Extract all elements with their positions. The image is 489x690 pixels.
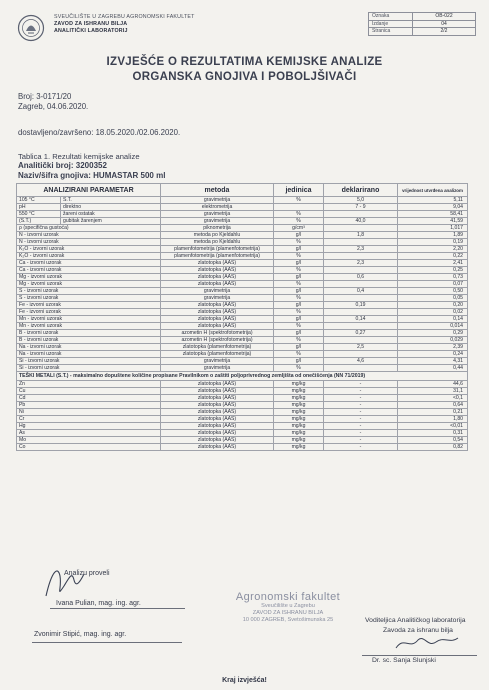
method-cell: zlatotopka (AAS)	[161, 409, 274, 416]
declared-cell: -	[324, 402, 398, 409]
signature-line	[50, 608, 185, 609]
measured-cell: 0,44	[398, 365, 468, 372]
table-row	[17, 323, 468, 330]
table-row	[17, 365, 468, 372]
table-row	[17, 388, 468, 395]
method-cell: gravimetrija	[161, 197, 274, 204]
method-cell: gravimetrija	[161, 365, 274, 372]
institution-name	[54, 14, 195, 35]
method-cell: zlatotopka (AAS)	[161, 388, 274, 395]
table-caption: Tablica 1. Rezultati kemijske analize	[18, 152, 140, 161]
unit-cell: mg/kg	[274, 402, 324, 409]
unit-cell: g/l	[274, 260, 324, 267]
method-cell: zlatotopka (AAS)	[161, 302, 274, 309]
method-cell: plamenfotometrija (plamenfotometrija)	[161, 253, 274, 260]
unit-cell: g/l	[274, 330, 324, 337]
declared-cell	[324, 295, 398, 302]
method-cell: zlatotopka (AAS)	[161, 416, 274, 423]
table-row	[17, 302, 468, 309]
unit-cell: %	[274, 267, 324, 274]
parameter-cell: (S.T.)	[17, 218, 61, 225]
declared-cell: -	[324, 430, 398, 437]
metal-cell: Co	[17, 444, 161, 451]
analyst-2: Zvonimir Stipić, mag. ing. agr.	[34, 631, 127, 638]
measured-cell: 1,80	[398, 416, 468, 423]
method-cell: zlatotopka (AAS)	[161, 323, 274, 330]
method-cell: azometin H (spektrofotometrija)	[161, 330, 274, 337]
declared-cell: 0,6	[324, 274, 398, 281]
unit-cell: %	[274, 281, 324, 288]
declared-cell	[324, 211, 398, 218]
unit-cell: g/l	[274, 274, 324, 281]
measured-cell: 0,014	[398, 323, 468, 330]
table-row	[17, 330, 468, 337]
measured-cell: 0,02	[398, 309, 468, 316]
table-row	[17, 351, 468, 358]
measured-cell: 0,20	[398, 302, 468, 309]
table-row	[17, 423, 468, 430]
measured-cell: 0,25	[398, 267, 468, 274]
report-date: Zagreb, 04.06.2020.	[18, 102, 89, 111]
unit-cell: mg/kg	[274, 437, 324, 444]
unit-cell: g/l	[274, 246, 324, 253]
measured-cell: 58,41	[398, 211, 468, 218]
stamp-title: Agronomski fakultet	[235, 591, 341, 603]
table-row	[17, 281, 468, 288]
unit-cell: %	[274, 197, 324, 204]
measured-cell: 0,029	[398, 337, 468, 344]
measured-cell: 0,21	[398, 409, 468, 416]
parameter-cell: Mg - izvorni uzorak	[17, 281, 161, 288]
declared-cell: 2,3	[324, 246, 398, 253]
measured-cell: 0,82	[398, 444, 468, 451]
table-row	[17, 295, 468, 302]
unit-cell: %	[274, 365, 324, 372]
table-row	[17, 267, 468, 274]
parameter-cell: Ca - izvorni uzorak	[17, 267, 161, 274]
measured-cell: 1,89	[398, 232, 468, 239]
parameter-cell: Si - izvorni uzorak	[17, 358, 161, 365]
table-row	[17, 239, 468, 246]
unit-cell: %	[274, 239, 324, 246]
parameter-cell: S - izvorni uzorak	[17, 288, 161, 295]
table-row	[17, 218, 468, 225]
col-unit: jedinica	[274, 184, 324, 197]
head-title-2: Zavoda za ishranu bilja	[383, 627, 453, 634]
method-cell: metoda po Kjeldahlu	[161, 232, 274, 239]
method-cell: zlatotopka (AAS)	[161, 309, 274, 316]
parameter-detail-cell: direktno	[61, 204, 161, 211]
parameter-cell: Na - izvorni uzorak	[17, 351, 161, 358]
table-row	[17, 395, 468, 402]
meta-value: 2/2	[413, 28, 476, 36]
method-cell: gravimetrija	[161, 295, 274, 302]
measured-cell: 0,73	[398, 274, 468, 281]
analytical-number-wrap	[18, 161, 107, 170]
declared-cell: 0,27	[324, 330, 398, 337]
measured-cell: 5,11	[398, 197, 468, 204]
meta-label: Oznaka	[369, 13, 413, 21]
unit-cell: %	[274, 211, 324, 218]
table-row	[17, 358, 468, 365]
declared-cell: -	[324, 444, 398, 451]
unit-cell: mg/kg	[274, 409, 324, 416]
method-cell: zlatotopka (AAS)	[161, 395, 274, 402]
metal-cell: Pb	[17, 402, 161, 409]
declared-cell: 5,0	[324, 197, 398, 204]
report-number: Broj: 3-0171/20	[18, 92, 72, 101]
analytical-number: Analitički broj: 3200352	[18, 161, 107, 170]
declared-cell: -	[324, 409, 398, 416]
method-cell: gravimetrija	[161, 288, 274, 295]
measured-cell: 0,50	[398, 288, 468, 295]
unit-cell: mg/kg	[274, 416, 324, 423]
measured-cell: 0,64	[398, 402, 468, 409]
unit-cell: g/l	[274, 232, 324, 239]
unit-cell: %	[274, 218, 324, 225]
metal-cell: Cr	[17, 416, 161, 423]
parameter-cell: Mg - izvorni uzorak	[17, 274, 161, 281]
product-name: Naziv/šifra gnojiva: HUMASTAR 500 ml	[18, 171, 166, 180]
method-cell: zlatotopka (plamenfotometrija)	[161, 344, 274, 351]
declared-cell	[324, 309, 398, 316]
institution-line-2: ZAVOD ZA ISHRANU BILJA	[54, 21, 128, 27]
meta-value: 04	[413, 20, 476, 28]
measured-cell: 2,39	[398, 344, 468, 351]
metals-header: TEŠKI METALI (S.T.) - maksimalno dopuštene količine propisane Pravilnikom o zaštiti poljoprivrednog zemljišta od onečišćenja (NN 71/2019)	[17, 372, 468, 381]
method-cell: metoda po Kjeldahlu	[161, 239, 274, 246]
metals-section	[17, 372, 468, 381]
col-declared: deklarirano	[324, 184, 398, 197]
unit-cell: mg/kg	[274, 395, 324, 402]
table-row	[17, 416, 468, 423]
meta-value: OB-022	[413, 13, 476, 21]
declared-cell	[324, 225, 398, 232]
method-cell: zlatotopka (AAS)	[161, 267, 274, 274]
analysis-label: Analizu proveli	[64, 570, 110, 577]
measured-cell: 4,31	[398, 358, 468, 365]
method-cell: gravimetrija	[161, 358, 274, 365]
measured-cell: 0,54	[398, 437, 468, 444]
measured-cell: 1,017	[398, 225, 468, 232]
parameter-cell: Mn - izvorni uzorak	[17, 323, 161, 330]
method-cell: gravimetrija	[161, 211, 274, 218]
method-cell: zlatotopka (AAS)	[161, 402, 274, 409]
method-cell: plamenfotometrija (plamenfotometrija)	[161, 246, 274, 253]
report-end: Kraj izvješća!	[222, 677, 267, 684]
table-row	[17, 344, 468, 351]
unit-cell: mg/kg	[274, 423, 324, 430]
table-row	[17, 232, 468, 239]
method-cell: piknometrija	[161, 225, 274, 232]
unit-cell: g/l	[274, 344, 324, 351]
signature-line	[362, 655, 477, 656]
product-name-wrap	[18, 171, 165, 180]
method-cell: zlatotopka (AAS)	[161, 444, 274, 451]
signature-line	[32, 642, 182, 643]
table-row	[17, 211, 468, 218]
measured-cell: 0,14	[398, 316, 468, 323]
delivery-dates: dostavljeno/završeno: 18.05.2020./02.06.2020.	[18, 128, 181, 137]
analyst-1: Ivana Pulian, mag. ing. agr.	[56, 600, 141, 607]
measured-cell: <0,1	[398, 395, 468, 402]
metal-cell: Cu	[17, 388, 161, 395]
table-row	[17, 437, 468, 444]
method-cell: zlatotopka (AAS)	[161, 281, 274, 288]
parameter-cell: Mn - izvorni uzorak	[17, 316, 161, 323]
declared-cell: 1,8	[324, 232, 398, 239]
measured-cell: 31,1	[398, 388, 468, 395]
meta-row	[369, 13, 476, 21]
declared-cell: -	[324, 416, 398, 423]
unit-cell: %	[274, 337, 324, 344]
head-signature-mark	[392, 632, 462, 654]
table-row	[17, 260, 468, 267]
table-row	[17, 288, 468, 295]
metal-cell: Zn	[17, 381, 161, 388]
col-method: metoda	[161, 184, 274, 197]
parameter-cell: Si - izvorni uzorak	[17, 365, 161, 372]
stamp-line-2: ZAVOD ZA ISHRANU BILJA	[252, 610, 324, 616]
declared-cell	[324, 267, 398, 274]
table-row	[17, 409, 468, 416]
table-row	[17, 225, 468, 232]
method-cell: zlatotopka (AAS)	[161, 260, 274, 267]
unit-cell	[274, 204, 324, 211]
measured-cell: 0,24	[398, 351, 468, 358]
parameter-cell: B - izvorni uzorak	[17, 330, 161, 337]
method-cell: azometin H (spektrofotometrija)	[161, 337, 274, 344]
method-cell: zlatotopka (AAS)	[161, 316, 274, 323]
measured-cell: 0,22	[398, 253, 468, 260]
measured-cell: <0,01	[398, 423, 468, 430]
col-parameter: ANALIZIRANI PARAMETAR	[17, 184, 161, 197]
meta-row	[369, 28, 476, 36]
unit-cell: mg/kg	[274, 388, 324, 395]
measured-cell: 0,29	[398, 330, 468, 337]
unit-cell: g/cm³	[274, 225, 324, 232]
declared-cell	[324, 351, 398, 358]
parameter-cell: Ca - izvorni uzorak	[17, 260, 161, 267]
parameter-cell: K₂O - izvorni uzorak	[17, 253, 161, 260]
declared-cell	[324, 337, 398, 344]
parameter-detail-cell: S.T.	[61, 197, 161, 204]
metal-cell: As	[17, 430, 161, 437]
university-logo-icon	[17, 14, 45, 42]
metal-cell: Mo	[17, 437, 161, 444]
metal-cell: Hg	[17, 423, 161, 430]
declared-cell	[324, 323, 398, 330]
report-subtitle: ORGANSKA GNOJIVA I POBOLJŠIVAČI	[132, 71, 357, 83]
unit-cell: %	[274, 253, 324, 260]
unit-cell: %	[274, 295, 324, 302]
table-row	[17, 246, 468, 253]
meta-label: Izdanje	[369, 20, 413, 28]
declared-cell: 0,4	[324, 288, 398, 295]
parameter-cell: N - izvorni uzorak	[17, 232, 161, 239]
head-name: Dr. sc. Sanja Slunjski	[372, 657, 436, 664]
unit-cell: g/l	[274, 358, 324, 365]
table-row	[17, 274, 468, 281]
declared-cell: 4,6	[324, 358, 398, 365]
results-body	[17, 197, 468, 372]
declared-cell: 0,19	[324, 302, 398, 309]
measured-cell: 0,07	[398, 281, 468, 288]
measured-cell: 0,31	[398, 430, 468, 437]
table-row	[17, 337, 468, 344]
analyst-signature-mark	[38, 562, 88, 604]
results-table	[16, 183, 468, 451]
unit-cell: mg/kg	[274, 430, 324, 437]
institution-line-3: ANALITIČKI LABORATORIJ	[54, 28, 128, 34]
parameter-cell: ρ (specifična gustoća)	[17, 225, 161, 232]
declared-cell	[324, 253, 398, 260]
method-cell: zlatotopka (AAS)	[161, 381, 274, 388]
parameter-cell: Na - izvorni uzorak	[17, 344, 161, 351]
measured-cell: 2,41	[398, 260, 468, 267]
institution-line-1: SVEUČILIŠTE U ZAGREBU AGRONOMSKI FAKULTET	[54, 14, 195, 20]
declared-cell	[324, 239, 398, 246]
table-row	[17, 444, 468, 451]
unit-cell: g/l	[274, 288, 324, 295]
metals-header-row	[17, 372, 468, 381]
table-row	[17, 316, 468, 323]
metal-cell: Ni	[17, 409, 161, 416]
measured-cell: 2,20	[398, 246, 468, 253]
declared-cell	[324, 281, 398, 288]
method-cell: zlatotopka (plamenfotometrija)	[161, 351, 274, 358]
unit-cell: g/l	[274, 316, 324, 323]
declared-cell: -	[324, 388, 398, 395]
declared-cell: 2,3	[324, 260, 398, 267]
declared-cell: 40,0	[324, 218, 398, 225]
institution-stamp	[218, 591, 358, 624]
parameter-cell: Fe - izvorni uzorak	[17, 309, 161, 316]
table-row	[17, 381, 468, 388]
method-cell: zlatotopka (AAS)	[161, 423, 274, 430]
document-meta-table	[368, 12, 476, 36]
measured-cell: 9,04	[398, 204, 468, 211]
parameter-cell: Fe - izvorni uzorak	[17, 302, 161, 309]
stamp-line-3: 10 000 ZAGREB, Svetošimunska 25	[242, 617, 334, 623]
parameter-cell: S - izvorni uzorak	[17, 295, 161, 302]
declared-cell: 2,5	[324, 344, 398, 351]
method-cell: zlatotopka (AAS)	[161, 430, 274, 437]
declared-cell: -	[324, 395, 398, 402]
parameter-cell: N - izvorni uzorak	[17, 239, 161, 246]
parameter-cell: pH	[17, 204, 61, 211]
table-row	[17, 204, 468, 211]
table-row	[17, 309, 468, 316]
unit-cell: %	[274, 309, 324, 316]
method-cell: gravimetrija	[161, 218, 274, 225]
parameter-cell: K₂O - izvorni uzorak	[17, 246, 161, 253]
table-row	[17, 253, 468, 260]
document-header	[12, 8, 478, 46]
declared-cell	[324, 365, 398, 372]
method-cell: elektrometrija	[161, 204, 274, 211]
unit-cell: g/l	[274, 302, 324, 309]
meta-label: Stranica	[369, 28, 413, 36]
declared-cell: 7 - 9	[324, 204, 398, 211]
declared-cell: 0,14	[324, 316, 398, 323]
unit-cell: %	[274, 351, 324, 358]
table-row	[17, 197, 468, 204]
parameter-detail-cell: žareni ostatak	[61, 211, 161, 218]
metals-body	[17, 381, 468, 451]
table-row	[17, 430, 468, 437]
method-cell: zlatotopka (AAS)	[161, 274, 274, 281]
stamp-line-1: Sveučilište u Zagrebu	[261, 603, 315, 609]
head-title-1: Voditeljica Analitičkog laboratorija	[365, 617, 466, 624]
unit-cell: %	[274, 323, 324, 330]
results-header-row	[17, 184, 468, 197]
table-row	[17, 402, 468, 409]
declared-cell: -	[324, 423, 398, 430]
unit-cell: mg/kg	[274, 444, 324, 451]
method-cell: zlatotopka (AAS)	[161, 437, 274, 444]
unit-cell: mg/kg	[274, 381, 324, 388]
declared-cell: -	[324, 381, 398, 388]
parameter-cell: B - izvorni uzorak	[17, 337, 161, 344]
parameter-cell: 105 °C	[17, 197, 61, 204]
col-measured: vrijednost utvrđena analizom	[398, 184, 468, 197]
meta-row	[369, 20, 476, 28]
measured-cell: 0,05	[398, 295, 468, 302]
measured-cell: 44,6	[398, 381, 468, 388]
declared-cell: -	[324, 437, 398, 444]
parameter-detail-cell: gubitak žarenjem	[61, 218, 161, 225]
metal-cell: Cd	[17, 395, 161, 402]
report-title: IZVJEŠĆE O REZULTATIMA KEMIJSKE ANALIZE	[106, 56, 383, 68]
measured-cell: 0,19	[398, 239, 468, 246]
measured-cell: 41,59	[398, 218, 468, 225]
parameter-cell: 550 °C	[17, 211, 61, 218]
